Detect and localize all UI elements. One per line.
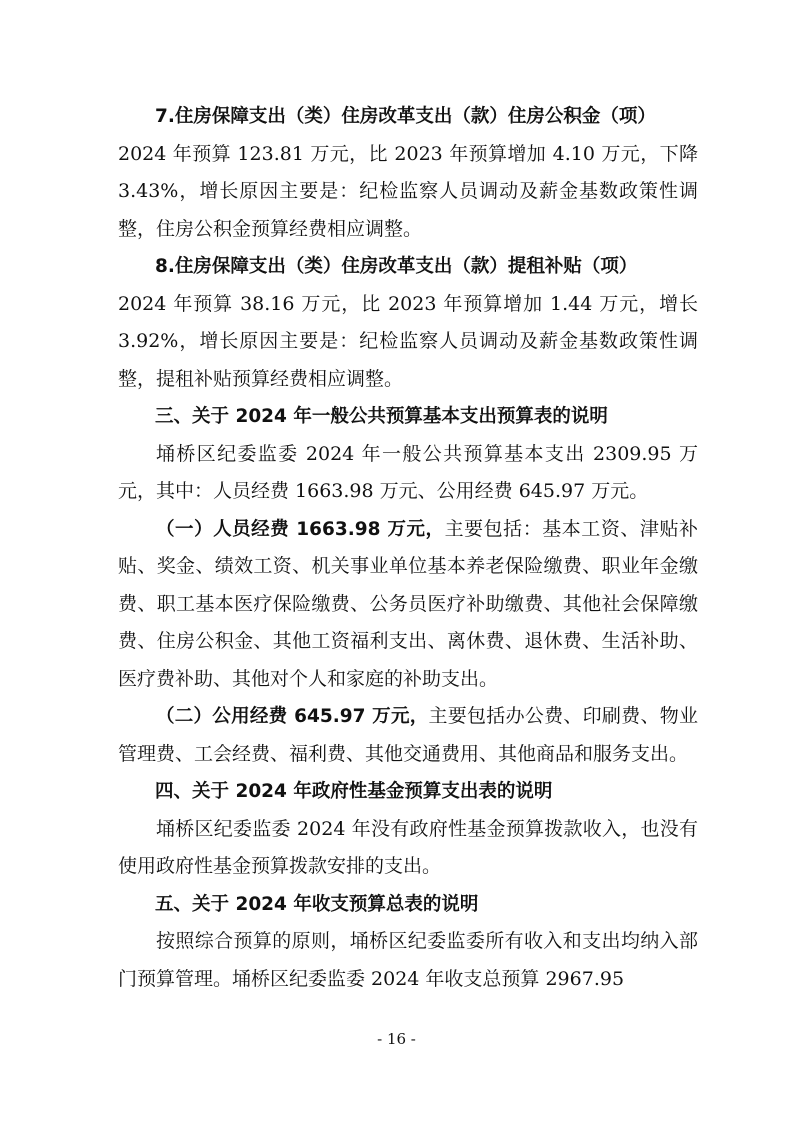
public-expenses-lead: （二）公用经费 645.97 万元， xyxy=(156,706,429,727)
page-number: - 16 - xyxy=(377,1030,416,1048)
paragraph-budget-summary: 按照综合预算的原则，埇桥区纪委监委所有收入和支出均纳入部门预算管理。埇桥区纪委监委 2024 年收支总预算 2967.95 xyxy=(118,930,698,990)
public-expenses-text: 主要包括办公费、印刷费、物业管理费、工会经费、福利费、其他交通费用、其他商品和服务支出。 xyxy=(118,705,698,765)
paragraph-housing-fund: 2024 年预算 123.81 万元，比 2023 年预算增加 4.10 万元，下降 3.43%，增长原因主要是：纪检监察人员调动及薪金基数政策性调整，住房公积金预算经费相应调整。 xyxy=(118,142,698,240)
personnel-expenses-lead: （一）人员经费 1663.98 万元， xyxy=(156,518,445,540)
paragraph-personnel-expenses xyxy=(118,511,698,699)
heading-budget-summary: 五、关于 2024 年收支预算总表的说明 xyxy=(155,893,479,915)
personnel-expenses-text: 主要包括：基本工资、津贴补贴、奖金、绩效工资、机关事业单位基本养老保险缴费、职业年金缴费、职工基本医疗保险缴费、公务员医疗补助缴费、其他社会保障缴费、住房公积金、其他工资福利支出、离休费、退休费、生活补助、医疗费补助、其他对个人和家庭的补助支出。 xyxy=(118,517,698,690)
heading-government-fund: 四、关于 2024 年政府性基金预算支出表的说明 xyxy=(155,781,553,802)
paragraph-government-fund: 埇桥区纪委监委 2024 年没有政府性基金预算拨款收入，也没有使用政府性基金预算拨款安排的支出。 xyxy=(118,817,698,877)
paragraph-basic-expenditure: 埇桥区纪委监委 2024 年一般公共预算基本支出 2309.95 万元，其中：人员经费 1663.98 万元、公用经费 645.97 万元。 xyxy=(118,442,698,502)
heading-rent-subsidy: 8.住房保障支出（类）住房改革支出（款）提租补贴（项） xyxy=(155,256,638,277)
document-body xyxy=(118,98,698,998)
heading-basic-expenditure: 三、关于 2024 年一般公共预算基本支出预算表的说明 xyxy=(155,406,608,427)
paragraph-public-expenses xyxy=(118,698,698,773)
paragraph-rent-subsidy: 2024 年预算 38.16 万元，比 2023 年预算增加 1.44 万元，增长 3.92%，增长原因主要是：纪检监察人员调动及薪金基数政策性调整，提租补贴预算经费相应调整。 xyxy=(118,292,698,390)
heading-housing-fund: 7.住房保障支出（类）住房改革支出（款）住房公积金（项） xyxy=(155,106,656,127)
